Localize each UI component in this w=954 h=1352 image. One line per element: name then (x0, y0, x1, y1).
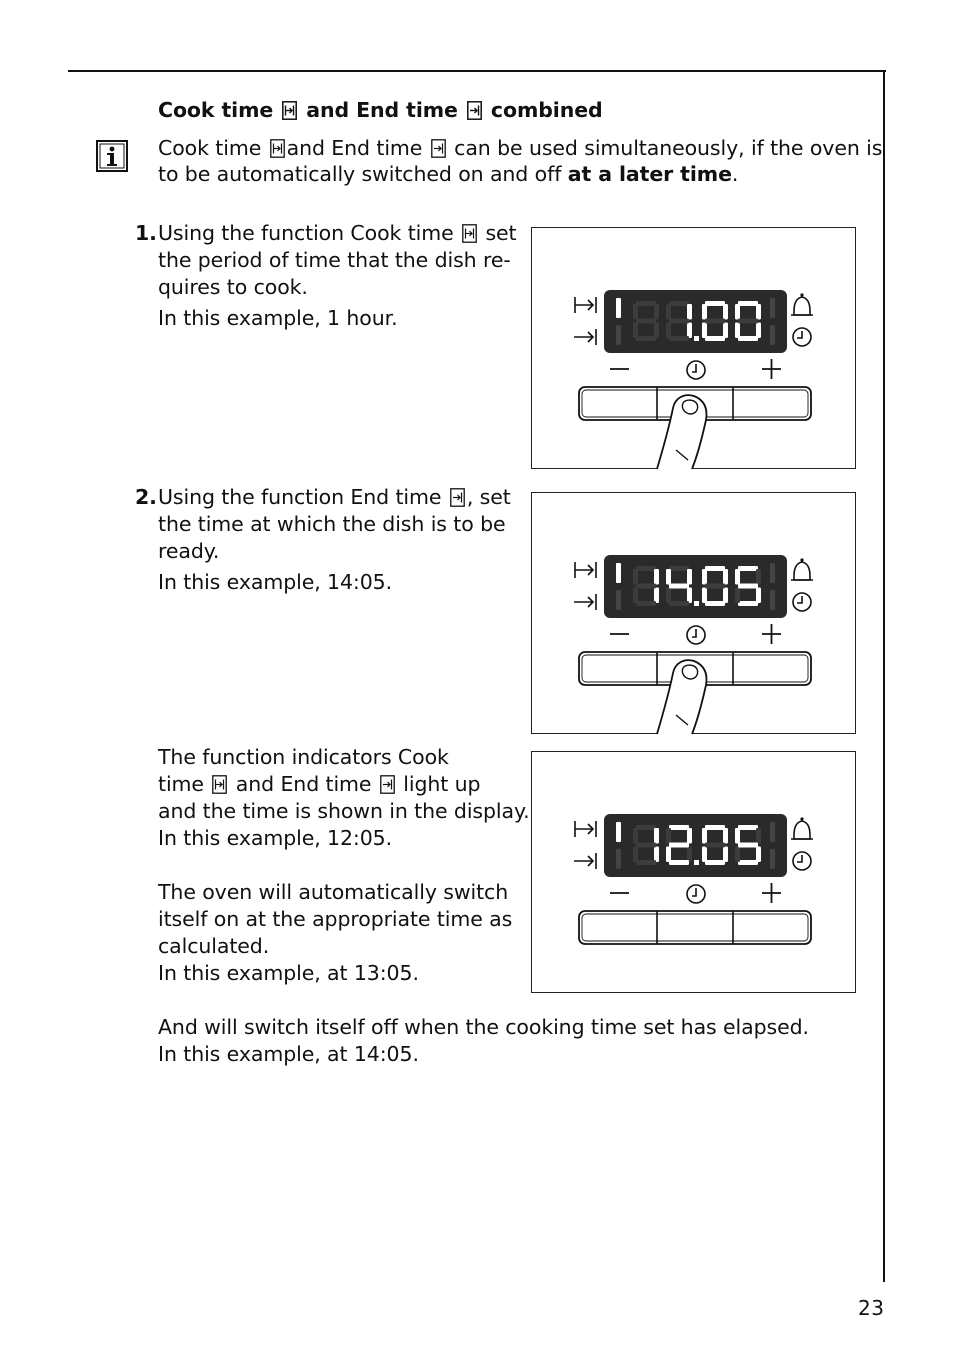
display-segment-lit (756, 588, 761, 604)
clock-icon (797, 855, 802, 862)
display-segment-lit (687, 828, 692, 844)
bell-icon (794, 821, 810, 839)
display-segment-unlit (666, 828, 671, 844)
page-number: 23 (858, 1296, 885, 1320)
step3-line-8: In this example, at 13:05. (158, 961, 419, 985)
end-time-indicator (616, 590, 621, 610)
display-segment-lit (735, 304, 740, 320)
oven-panel-illustration-2 (531, 492, 856, 734)
display-segment-lit (738, 566, 758, 571)
step2-line-2: the time at which the dish is to be (158, 512, 506, 536)
display-segment-lit (705, 336, 725, 341)
alarm-indicator (770, 822, 775, 842)
step3-line-2: time and End time light up (158, 772, 481, 796)
display-segment-lit (654, 847, 659, 863)
emphasis-text: at a later time (567, 162, 732, 186)
clock-indicator (770, 590, 775, 610)
display-segment-lit (738, 843, 758, 848)
display-segment-unlit (636, 566, 656, 571)
display-segment-unlit (636, 336, 656, 341)
step2-line-1: Using the function End time , set (158, 485, 511, 509)
display-segment-lit (738, 825, 758, 830)
display-segment-lit (705, 566, 725, 571)
cook-time-icon (282, 101, 297, 120)
display-segment-lit (723, 304, 728, 320)
display-segment-unlit (705, 584, 725, 589)
display-segment-lit (669, 843, 689, 848)
display-segment-lit (687, 569, 692, 585)
panel-drawing (532, 228, 857, 470)
step2-example: In this example, 14:05. (158, 570, 393, 594)
display-segment-unlit (636, 319, 656, 324)
display-screen (604, 555, 787, 618)
display-segment-unlit (636, 860, 656, 865)
end-time-icon (380, 775, 395, 794)
display-segment-unlit (666, 323, 671, 339)
display-segment-unlit (633, 304, 638, 320)
display-segment-lit (705, 301, 725, 306)
display-decimal-point (694, 336, 699, 341)
cook-time-icon (462, 224, 477, 243)
step3-line-3: and the time is shown in the display. (158, 799, 530, 823)
display-segment-lit (738, 601, 758, 606)
display-segment-unlit (669, 566, 689, 571)
end-time-icon (450, 488, 465, 507)
display-segment-unlit (636, 843, 656, 848)
panel-drawing (532, 752, 857, 994)
closing-line-1: And will switch itself off when the cooking time set has elapsed. (158, 1015, 809, 1039)
clock-indicator (770, 849, 775, 869)
display-segment-lit (723, 569, 728, 585)
display-segment-lit (702, 569, 707, 585)
display-segment-lit (654, 828, 659, 844)
display-segment-lit (705, 825, 725, 830)
bell-icon (800, 817, 803, 820)
display-segment-unlit (636, 825, 656, 830)
bell-icon (794, 297, 810, 315)
end-time-icon (467, 101, 482, 120)
oven-panel-illustration-1 (531, 227, 856, 469)
cook-time-indicator (616, 563, 621, 583)
display-screen (604, 814, 787, 877)
display-segment-lit (723, 847, 728, 863)
display-segment-unlit (633, 323, 638, 339)
alarm-indicator (770, 298, 775, 318)
display-segment-unlit (735, 847, 740, 863)
display-segment-unlit (636, 584, 656, 589)
display-segment-unlit (669, 336, 689, 341)
end-time-icon (431, 139, 446, 158)
display-segment-lit (756, 304, 761, 320)
display-segment-lit (735, 569, 740, 585)
alarm-indicator (770, 563, 775, 583)
display-segment-unlit (666, 588, 671, 604)
display-segment-lit (705, 860, 725, 865)
display-segment-unlit (756, 828, 761, 844)
step2-line-3: ready. (158, 539, 220, 563)
display-segment-unlit (636, 601, 656, 606)
clock-icon (797, 596, 802, 603)
cook-time-icon (212, 775, 227, 794)
display-segment-unlit (666, 304, 671, 320)
display-segment-unlit (705, 319, 725, 324)
display-segment-unlit (738, 319, 758, 324)
info-line-1: Cook time and End time can be used simultaneously, if the oven is (158, 136, 883, 160)
display-segment-lit (723, 828, 728, 844)
step1-line-3: quires to cook. (158, 275, 308, 299)
step3-line-5: The oven will automatically switch (158, 880, 509, 904)
heading-part: combined (490, 98, 603, 122)
display-segment-unlit (633, 828, 638, 844)
display-segment-lit (702, 304, 707, 320)
display-segment-unlit (669, 319, 689, 324)
info-line-2: to be automatically switched on and off at a later time. (158, 162, 739, 186)
heading-part: and End time (306, 98, 458, 122)
info-icon (96, 140, 128, 172)
display-segment-lit (702, 828, 707, 844)
clock-indicator (770, 325, 775, 345)
display-segment-lit (702, 847, 707, 863)
display-segment-unlit (735, 588, 740, 604)
step3-line-4: In this example, 12:05. (158, 826, 393, 850)
display-segment-lit (735, 828, 740, 844)
display-segment-lit (687, 588, 692, 604)
display-segment-lit (738, 336, 758, 341)
display-segment-unlit (687, 847, 692, 863)
display-segment-lit (738, 584, 758, 589)
display-segment-lit (756, 323, 761, 339)
right-rule (883, 70, 885, 1282)
step3-line-7: calculated. (158, 934, 270, 958)
panel-drawing (532, 493, 857, 735)
display-segment-lit (705, 601, 725, 606)
display-segment-lit (702, 588, 707, 604)
step3-line-6: itself on at the appropriate time as (158, 907, 513, 931)
step1-example: In this example, 1 hour. (158, 306, 398, 330)
display-segment-lit (756, 847, 761, 863)
oven-panel-illustration-3 (531, 751, 856, 993)
display-segment-unlit (756, 569, 761, 585)
bell-icon (800, 558, 803, 561)
display-segment-lit (666, 569, 671, 585)
display-segment-lit (654, 588, 659, 604)
display-segment-unlit (633, 588, 638, 604)
display-segment-lit (687, 323, 692, 339)
display-decimal-point (694, 860, 699, 865)
cook-time-indicator (616, 298, 621, 318)
step3-line-1: The function indicators Cook (158, 745, 449, 769)
display-segment-unlit (669, 301, 689, 306)
button-bar (579, 911, 811, 944)
step-number: 1. (135, 221, 157, 245)
display-segment-lit (669, 584, 689, 589)
step1-line-1: Using the function Cook time set (158, 221, 517, 245)
display-segment-lit (666, 847, 671, 863)
closing-line-2: In this example, at 14:05. (158, 1042, 419, 1066)
step-number: 2. (135, 485, 157, 509)
display-segment-unlit (636, 301, 656, 306)
display-segment-lit (723, 323, 728, 339)
display-segment-unlit (654, 304, 659, 320)
display-segment-unlit (633, 569, 638, 585)
display-segment-lit (687, 304, 692, 320)
heading-part: Cook time (158, 98, 274, 122)
display-segment-unlit (633, 847, 638, 863)
clock-icon (797, 331, 802, 338)
display-segment-lit (738, 301, 758, 306)
display-segment-lit (735, 323, 740, 339)
cook-time-icon (270, 139, 285, 158)
display-segment-lit (669, 860, 689, 865)
display-screen (604, 290, 787, 353)
end-time-indicator (616, 849, 621, 869)
display-segment-unlit (654, 323, 659, 339)
section-heading (158, 97, 603, 124)
display-segment-lit (702, 323, 707, 339)
display-segment-lit (654, 569, 659, 585)
cook-time-indicator (616, 822, 621, 842)
step1-line-2: the period of time that the dish re- (158, 248, 511, 272)
display-segment-lit (723, 588, 728, 604)
bell-icon (800, 293, 803, 296)
display-decimal-point (694, 601, 699, 606)
display-segment-unlit (705, 843, 725, 848)
bell-icon (794, 562, 810, 580)
display-segment-lit (738, 860, 758, 865)
display-segment-unlit (669, 601, 689, 606)
top-rule (68, 70, 886, 72)
end-time-indicator (616, 325, 621, 345)
display-segment-lit (669, 825, 689, 830)
